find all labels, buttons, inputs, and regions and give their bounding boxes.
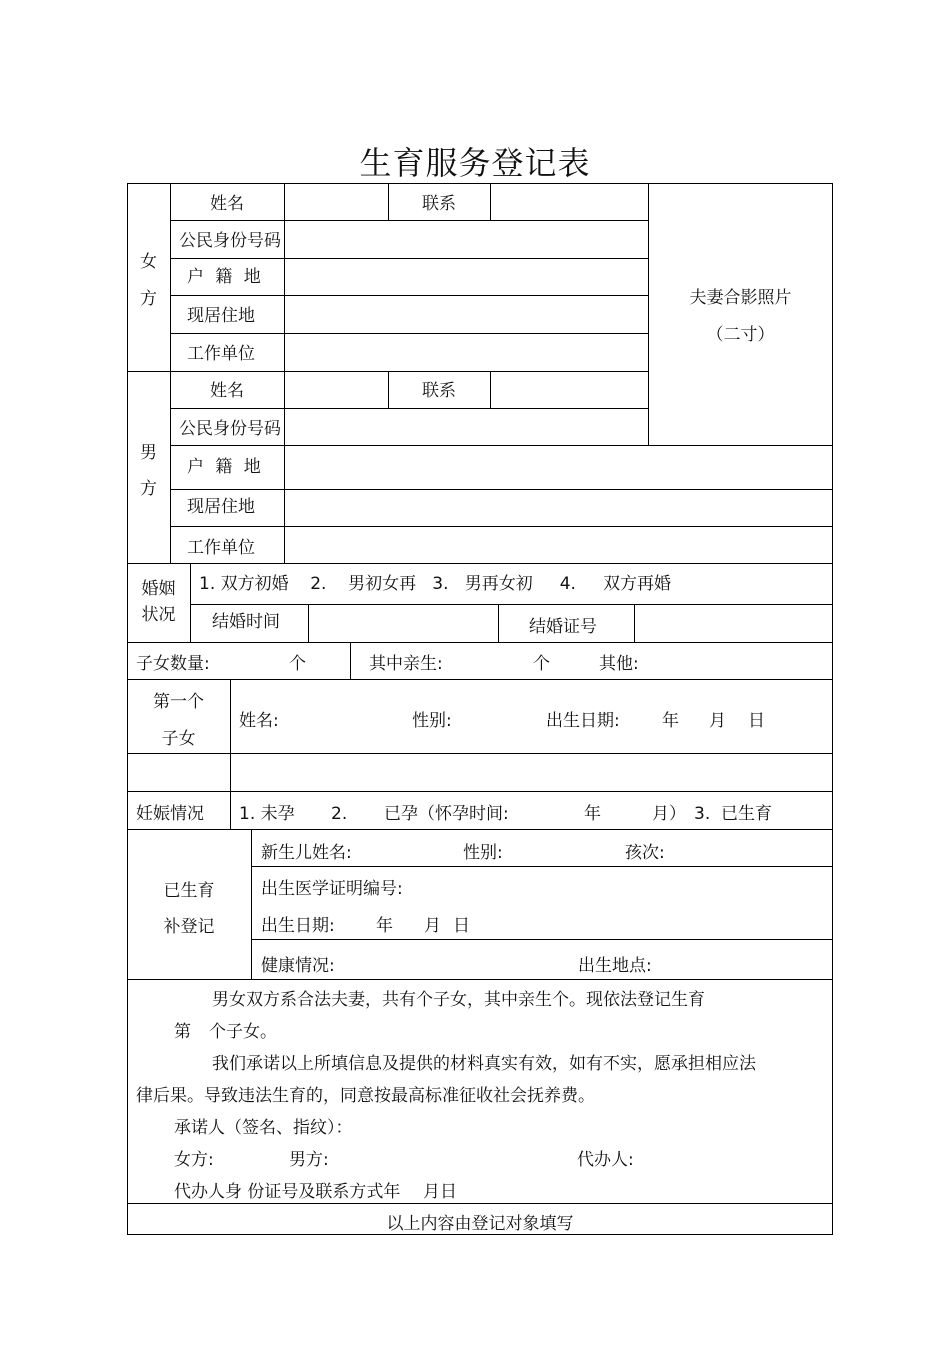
row-divider [170,220,648,221]
newborn-birth-date-label: 出生日期: [261,916,335,936]
agent-info-label: 代办人身 份证号及联系方式年 [174,1182,401,1202]
col-divider [350,642,351,679]
col-divider [230,791,231,829]
row-divider [127,753,833,754]
statement-line: 第 [174,1022,191,1042]
female-contact-label: 联系 [422,194,456,214]
statement-line: 我们承诺以上所填信息及提供的材料真实有效，如有不实，愿承担相应法 [212,1054,756,1074]
photo-size-label: （二寸） [706,325,775,345]
row-divider [190,604,833,605]
row-divider [127,679,833,680]
female-signature-label: 女方: [174,1150,214,1170]
male-work-label: 工作单位 [187,538,255,558]
male-id-label: 公民身份号码 [179,419,281,439]
female-household-field[interactable] [285,261,647,294]
female-residence-field[interactable] [285,298,647,332]
male-side-label: 男 [140,443,157,463]
row-divider [127,829,833,830]
row-divider [170,333,648,334]
pregnancy-option-3[interactable]: 3. 已生育 [694,804,773,824]
children-count-label: 子女数量: [136,654,210,674]
pregnancy-month: 月） [652,804,686,824]
newborn-name-label: 新生儿姓名: [261,843,352,863]
agent-signature-label: 代办人: [577,1150,634,1170]
row-divider [170,526,833,527]
female-work-label: 工作单位 [187,344,255,364]
male-contact-label: 联系 [422,381,456,401]
first-child-label: 子女 [161,729,196,749]
marriage-cert-label: 结婚证号 [529,617,597,637]
signatory-label: 承诺人（签名、指纹）： [174,1118,353,1138]
form-title: 生育服务登记表 [359,144,591,182]
female-side-label: 方 [140,289,157,309]
male-name-field[interactable] [285,374,387,407]
newborn-birth-month: 月 [424,916,441,936]
extra-child-info-field[interactable] [231,756,832,790]
male-id-field[interactable] [285,411,647,444]
marriage-status-label: 状况 [141,605,176,625]
row-divider [127,563,833,564]
supplement-registration-label: 补登记 [163,917,215,937]
pregnancy-option-2[interactable]: 已孕（怀孕时间: [384,804,509,824]
male-contact-field[interactable] [491,374,647,407]
female-name-label: 姓名 [210,194,244,214]
first-child-gender-label: 性别: [412,711,452,731]
first-child-label: 第一个 [153,692,204,712]
col-divider [170,183,171,563]
marriage-cert-field[interactable] [635,607,832,641]
row-divider [127,979,833,980]
first-child-birth-label: 出生日期: [546,711,620,731]
male-side-label: 方 [140,479,157,499]
row-divider [127,791,833,792]
statement-line: 个子女。 [209,1022,277,1042]
marriage-date-field[interactable] [309,607,497,641]
newborn-birth-day: 日 [453,916,470,936]
first-child-day: 日 [748,711,765,731]
other-children-label: 其他: [599,654,639,674]
statement-line: 男女双方系合法夫妻，共有个子女，其中亲生个。现依法登记生育 [212,990,705,1010]
male-residence-label: 现居住地 [187,497,255,517]
statement-line: 律后果。导致违法生育的，同意按最高标准征收社会抚养费。 [136,1086,595,1106]
col-divider [190,563,191,642]
row-divider [170,489,833,490]
biological-children-label: 其中亲生: [369,654,443,674]
pregnancy-year: 年 [584,804,601,824]
supplement-registration-label: 已生育 [163,881,215,901]
male-name-label: 姓名 [210,381,244,401]
female-id-label: 公民身份号码 [179,231,281,251]
female-contact-field[interactable] [491,187,647,219]
newborn-gender-label: 性别: [463,843,503,863]
pregnancy-option-1[interactable]: 1. 未孕 [239,804,295,824]
row-divider [127,1203,833,1204]
marriage-status-label: 婚姻 [141,579,176,599]
pregnancy-label: 妊娠情况 [136,804,204,824]
first-child-year: 年 [662,711,679,731]
col-divider [251,829,252,979]
biological-children-unit: 个 [533,654,550,674]
footer-note: 以上内容由登记对象填写 [386,1214,574,1234]
row-divider [251,939,833,940]
first-child-month: 月 [709,711,726,731]
marriage-status-options[interactable]: 1. 双方初婚 2. 男初女再 3. 男再女初 4. 双方再婚 [199,574,671,594]
sign-date-label: 月日 [423,1182,457,1202]
birth-cert-number-label: 出生医学证明编号: [261,879,403,899]
row-divider [170,295,648,296]
marriage-date-label: 结婚时间 [212,612,280,632]
row-divider [170,258,648,259]
female-id-field[interactable] [285,223,647,257]
first-child-name-label: 姓名: [239,711,279,731]
female-name-field[interactable] [285,187,387,219]
female-side-label: 女 [140,252,157,272]
row-divider [127,642,833,643]
female-work-field[interactable] [285,336,647,370]
female-residence-label: 现居住地 [187,306,255,326]
children-count-unit: 个 [289,654,306,674]
col-divider [648,183,649,445]
row-divider [170,408,648,409]
male-work-field[interactable] [285,529,832,562]
pregnancy-option-2-number[interactable]: 2. [331,804,348,824]
photo-label: 夫妻合影照片 [689,288,792,308]
birth-order-label: 孩次: [625,843,665,863]
extra-child-label-field[interactable] [128,756,229,790]
col-divider [498,604,499,642]
health-status-label: 健康情况: [261,956,335,976]
male-signature-label: 男方: [289,1150,329,1170]
row-divider [251,866,833,867]
row-divider [170,445,833,446]
birth-place-label: 出生地点: [578,956,652,976]
male-residence-field[interactable] [285,492,832,525]
newborn-birth-year: 年 [376,916,393,936]
male-household-field[interactable] [285,449,832,488]
male-household-label: 户 籍 地 [187,457,261,477]
female-household-label: 户 籍 地 [187,267,261,287]
